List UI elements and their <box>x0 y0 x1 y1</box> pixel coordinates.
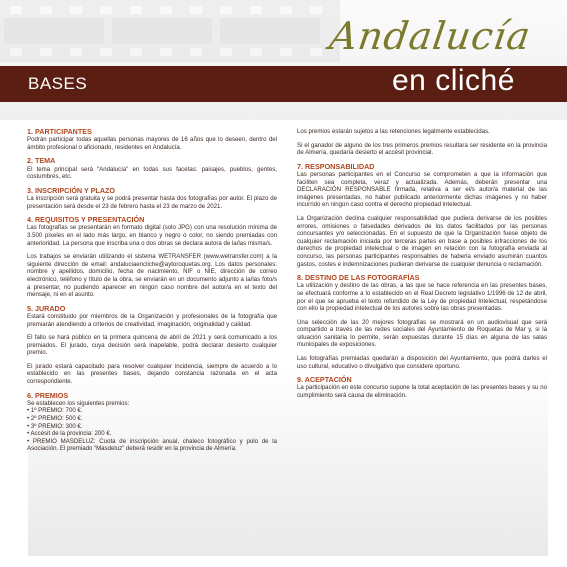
film-strip-decoration <box>0 0 340 62</box>
section-jurado <box>27 305 277 386</box>
paragraph: Una selección de las 20 mejores fotografías se mostrará en un audiovisual que será compartido a través de las redes sociales del Ayuntamiento de Roquetas de Mar y, si la situación sanitaria lo permite, serán expuestas durante 15 días en alguna de las salas municipales de exposiciones. <box>297 318 547 349</box>
paragraph: La Organización declina cualquier responsabilidad que pudiera derivarse de los posibles errores, omisiones o falsedades derivados de los datos facilitados por las personas concursantes y/o seleccionadas. En el supuesto de que la Organización fuese objeto de cualquier reclamación iniciada por terceras partes en base a posibles infracciones de los derechos de propiedad intelectual o de imagen en relación con la fotografía enviada al concurso, las personas participantes responsables de haberla enviado asumirán cuantos gastos, costes e indemnizaciones pudieran derivarse de cualquier denuncia o reclamación. <box>297 214 547 268</box>
section-heading: 6. PREMIOS <box>27 390 69 400</box>
section-premios-cont <box>297 128 547 157</box>
paragraph: La inscripción será gratuita y se podrá presentar hasta dos fotografías por autor. El plazo de presentación será desde el 23 de febrero hasta el 23 de marzo de 2021. <box>27 194 277 210</box>
paragraph: La utilización y destino de las obras, a las que se hace referencia en las presentes bases, se efectuará conforme a lo establecido en el Real Decreto legislativo 1/1996 de 12 de abril, por el que se aprueba el texto refundido de la Ley de propiedad Intelectual, respetándose con ello la propiedad intelectual de los autores sobre las obras presentadas. <box>297 282 547 313</box>
paragraph: Podrán participar todas aquellas personas mayores de 16 años que lo deseen, dentro del ámbito profesional o aficionado, residentes en Andalucía. <box>27 136 277 151</box>
paragraph: Si el ganador de alguno de los tres primeros premios resultara ser residente en la provincia de Almería, quedaría desierto el accésit provincial. <box>297 141 547 157</box>
section-heading: 4. REQUISITOS Y PRESENTACIÓN <box>27 215 145 225</box>
section-requisitos <box>27 216 277 299</box>
paragraph: Los premios estarán sujetos a las retenciones legalmente establecidas. <box>297 128 490 135</box>
section-heading: 8. DESTINO DE LAS FOTOGRAFÍAS <box>297 273 420 283</box>
paragraph: Las fotografías premiadas quedarán a disposición del Ayuntamiento, que podrá darles el uso cultural, educativo o divulgativo que considere oportuno. <box>297 355 547 370</box>
paragraph: El fallo se hará público en la primera quincena de abril de 2021 y será comunicado a los premiados. El jurado, cuya decisión será inapelable, podrá declarar desierto cualquier premio. <box>27 334 277 357</box>
section-destino <box>297 274 547 370</box>
section-heading: 5. JURADO <box>27 303 66 313</box>
section-premios <box>27 392 277 453</box>
prize-item: • 2º PREMIO: 500 €. <box>27 415 83 423</box>
left-column <box>27 128 277 459</box>
section-responsabilidad <box>297 163 547 268</box>
right-column <box>297 128 547 406</box>
section-heading: 9. ACEPTACIÓN <box>297 375 352 385</box>
prize-item: • 1º PREMIO: 700 €. <box>27 407 83 415</box>
section-heading: 2. TEMA <box>27 156 56 166</box>
paragraph: Se establecen los siguientes premios: <box>27 399 130 407</box>
logo-subtitle: en cliché <box>392 64 515 97</box>
prize-item: • PREMIO MASDELUZ: Cuota de inscripción anual, chaleco fotográfico y polo de la Asociación. El premiado “Masdeluz” deberá residir en la provincia de Almería. <box>27 437 277 453</box>
paragraph: Las personas participantes en el Concurso se comprometen a que la información que faciliten sea completa, veraz y actualizada. Además, deberán presentar una DECLARACIÓN RESPONSABLE firmada, relativa a ser el/s autor/a material de las imágenes presentadas, no haber publicado anteriormente dichas imágenes y no haber incurrido en ningún caso contra el derecho propiedad intelectual. <box>297 170 547 209</box>
paragraph: La participación en este concurso supone la total aceptación de las presentes bases y su no cumplimiento será causa de eliminación. <box>297 384 547 400</box>
section-heading: 3. INSCRIPCIÓN Y PLAZO <box>27 185 115 195</box>
section-tema <box>27 157 277 180</box>
section-inscripcion <box>27 187 277 210</box>
paragraph: El tema principal será “Andalucía” en todas sus facetas: paisajes, pueblos, gentes, costumbres, etc. <box>27 165 277 181</box>
paragraph: Los trabajos se enviarán utilizando el sistema WETRANSFER (www.wetransfer.com) a la siguiente dirección de email: andaluciaencliche@aytoroquetas.org. Los datos personales: nombre y apellidos, domicilio, fecha de nacimiento, NIF o NIE, dirección de correo electrónico, teléfono y título de la obra, se enviarán en un documento adjunto a la/las foto/s a presentar, no pudiendo aparecer en ningún caso nombre del autor/a en el texto del mensaje, ni en el asunto. <box>27 253 277 299</box>
section-heading: 1. PARTICIPANTES <box>27 127 92 136</box>
prize-item: • 3º PREMIO: 300 €. <box>27 422 83 430</box>
paragraph: Estará constituido por miembros de la Organización y profesionales de la fotografía que premiarán atendiendo a criterios de creatividad, imaginación, originalidad y calidad. <box>27 312 277 328</box>
section-participantes <box>27 128 277 151</box>
paragraph: Las fotografías se presentarán en formato digital (solo JPG) con una resolución mínima de 3.500 píxeles en el lado más largo, en blanco y negro o color, no siendo premiadas con anterioridad. La persona que inscriba una o dos obras se declara autora de la/las misma/s. <box>27 224 277 247</box>
section-heading: 7. RESPONSABILIDAD <box>297 161 375 171</box>
page-title: BASES <box>28 74 88 93</box>
section-aceptacion <box>297 376 547 399</box>
prize-item: • Accésit de la provincia: 200 €. <box>27 430 112 438</box>
logo-script-text: Andalucía <box>326 14 534 58</box>
paragraph: El jurado estará capacitado para resolver cualquier incidencia, siempre de acuerdo a lo establecido en las presentes bases, dejando constancia razonada en el acta correspondiente. <box>27 362 277 386</box>
